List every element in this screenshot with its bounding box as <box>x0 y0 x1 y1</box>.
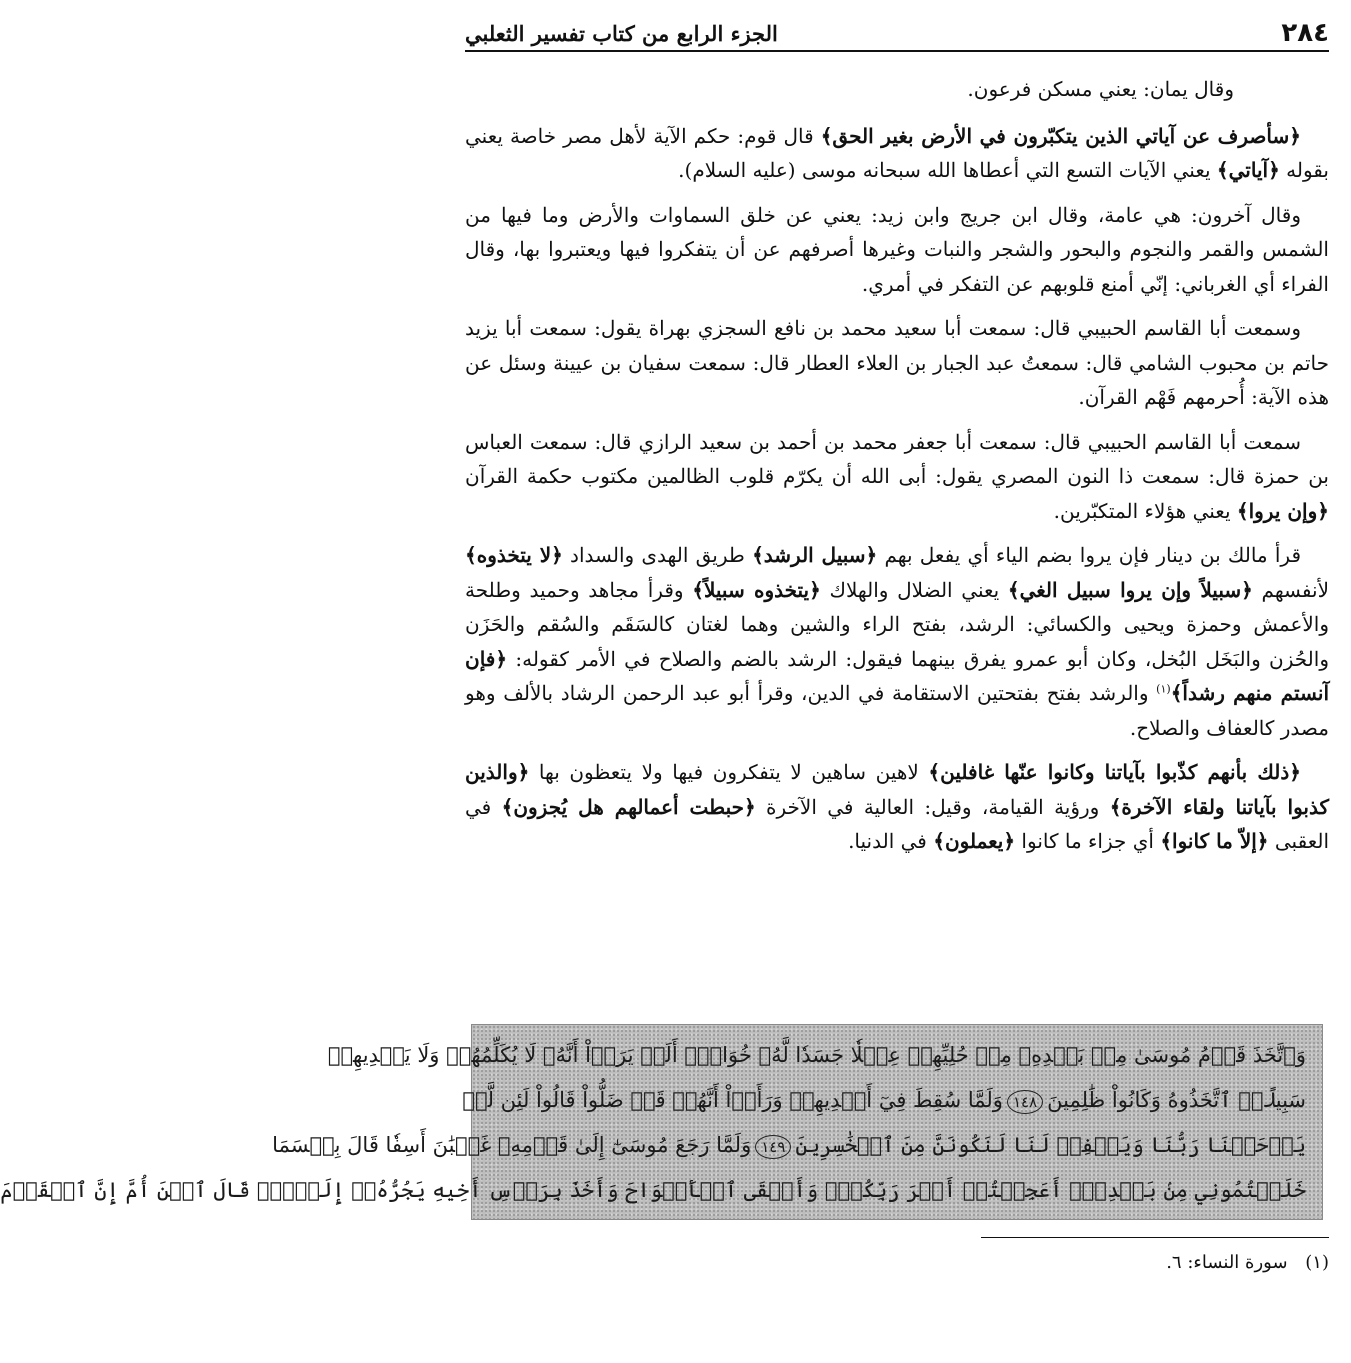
paragraph <box>465 755 1329 859</box>
quran-quote: ﴿سبيل الرشد﴾ <box>752 543 878 567</box>
quran-quote: ﴿يعملون﴾ <box>933 829 1016 853</box>
commentary-text <box>465 72 1329 869</box>
ayah-number-marker: ١٤٩ <box>755 1135 791 1159</box>
text-run: في الدنيا. <box>848 829 934 853</box>
paragraph <box>465 311 1329 415</box>
text-run: قرأ مالك بن دينار فإن يروا بضم الياء أي يفعل بهم <box>877 543 1302 567</box>
ayah-number-marker: ١٤٨ <box>1007 1090 1043 1114</box>
text-run: سمعت أبا القاسم الحبيبي قال: سمعت أبا جعفر محمد بن أحمد بن سعيد الرازي قال: سمعت العباس بن حمزة قال: سمعت ذا النون المصري يقول: أبى الله أن يكرّم قلوب الظالمين مكتوب حكمة القرآن <box>465 429 1329 488</box>
text-run: طريق الهدى والسداد <box>562 543 753 567</box>
quran-quote: ﴿فإن آنستم منهم رشداً﴾ <box>465 646 1329 705</box>
quran-verse-box <box>0 1024 1323 1220</box>
paragraph <box>465 425 1329 529</box>
footnote-rule <box>981 1237 1329 1238</box>
running-title: الجزء الرابع من كتاب تفسير الثعلبي <box>465 21 778 46</box>
text-run: قال قوم: حكم الآية لأهل مصر خاصة يعني بقوله <box>465 123 1329 182</box>
quran-line <box>272 1123 1306 1168</box>
text-run: يعني الآيات التسع التي أعطاها الله سبحانه موسى (عليه السلام). <box>678 158 1217 182</box>
footnote-number: (١) <box>1305 1252 1329 1273</box>
text-run: وقرأ مجاهد وحميد وطلحة والأعمش وحمزة ويحيى والكسائي: الرشد، بفتح الراء والشين وهما لغتان كالسَقَم والسُقم والحَزَن والحُزن والبَخَل البُخل، وكان أبو عمرو يفرق بينهما فيقول: الرشد بالضم والصلاح في الأمر كقوله: <box>465 577 1329 671</box>
text-run: يعني هؤلاء المتكبّرين. <box>1053 498 1237 523</box>
text-run: في العقبى <box>465 794 1329 853</box>
text-run: أي جزاء ما كانوا <box>1015 829 1161 853</box>
page-number: ٢٨٤ <box>1281 18 1329 48</box>
quran-quote: ﴿يتخذوه سبيلاً﴾ <box>692 577 821 602</box>
quran-line <box>327 1033 1306 1078</box>
text-run: لاهين ساهين لا يتفكرون فيها ولا يتعظون بها <box>529 760 929 784</box>
quran-text: وَلَمَّا رَجَعَ مُوسَىٰٓ إِلَىٰ قَوۡمِهِۦ غَضۡبَٰنَ أَسِفٗا قَالَ بِئۡسَمَا <box>272 1133 752 1157</box>
quran-quote: ﴿سبيلاً وإن يروا سبيل الغي﴾ <box>1007 577 1253 602</box>
quran-quote: ﴿إلاّ ما كانوا﴾ <box>1160 829 1269 853</box>
paragraph <box>465 538 1329 745</box>
quran-quote: ﴿وإن يروا﴾ <box>1236 498 1329 523</box>
quran-text: وَٱتَّخَذَ قَوۡمُ مُوسَىٰ مِنۢ بَعۡدِهِۦ مِنۡ حُلِيِّهِمۡ عِجۡلٗا جَسَدٗا لَّهُۥ خُوَارٌۚ أَلَمۡ يَرَوۡاْ أَنَّهُۥ لَا يُكَلِّمُهُمۡ وَلَا يَهۡدِيهِمۡ <box>327 1043 1306 1067</box>
footnote <box>1166 1250 1329 1276</box>
quran-text: يَرۡحَمۡنَا رَبُّنَا وَيَغۡفِرۡ لَنَا لَنَكُونَنَّ مِنَ ٱلۡخَٰسِرِينَ <box>795 1133 1306 1157</box>
quran-quote: ﴿لا يتخذوه﴾ <box>465 543 563 567</box>
text-run: لأنفسهم <box>1252 577 1329 602</box>
text-run: وسمعت أبا القاسم الحبيبي قال: سمعت أبا سعيد محمد بن نافع السجزي بهراة يقول: سمعت أبا يزيد حاتم بن محبوب الشامي قال: سمعتُ عبد الجبار بن العلاء العطار قال: سمعت سفيان بن عيينة وسئل عن هذه الآية: أُحرمهم فَهْم القرآن. <box>465 316 1330 409</box>
paragraph <box>465 119 1329 188</box>
quran-line <box>462 1078 1306 1123</box>
quran-quote: ﴿ذلك بأنهم كذّبوا بآياتنا وكانوا عنّها غافلين﴾ <box>928 760 1301 784</box>
quran-quote: ﴿والذين كذبوا بآياتنا ولقاء الآخرة﴾ <box>465 760 1329 819</box>
text-run: وقال يمان: يعني مسكن فرعون. <box>967 77 1234 101</box>
quran-text: وَلَمَّا سُقِطَ فِيٓ أَيۡدِيهِمۡ وَرَأَوۡاْ أَنَّهُمۡ قَدۡ ضَلُّواْ قَالُواْ لَئِن لَّمۡ <box>462 1088 1003 1112</box>
paragraph <box>465 72 1329 107</box>
footnote-ref: (١) <box>1156 682 1171 696</box>
quran-quote: ﴿حبطت أعمالهم هل يُجزون﴾ <box>501 794 756 819</box>
quran-line <box>0 1168 1306 1213</box>
quran-text: سَبِيلًاۘ ٱتَّخَذُوهُ وَكَانُواْ ظَٰلِمِينَ <box>1047 1088 1306 1112</box>
quran-text: خَلَفۡتُمُونِي مِنۢ بَعۡدِيٓۖ أَعَجِلۡتُمۡ أَمۡرَ رَبِّكُمۡۖ وَأَلۡقَى ٱلۡأَلۡوَاحَ وَأَخَذَ بِرَأۡسِ أَخِيهِ يَجُرُّهُۥٓ إِلَيۡهِۚ قَالَ ٱبۡنَ أُمَّ إِنَّ ٱلۡقَوۡمَ <box>0 1178 1306 1202</box>
page-header <box>465 16 1329 52</box>
paragraph <box>465 198 1329 302</box>
text-run: يعني الضلال والهلاك <box>820 577 1008 602</box>
text-run: ورؤية القيامة، وقيل: العالية في الآخرة <box>755 794 1110 819</box>
text-run: وقال آخرون: هي عامة، وقال ابن جريج وابن زيد: يعني عن خلق السماوات والأرض وما فيها من الشمس والقمر والنجوم والبحور والشجر والنبات وغيرها أصرفهم عن أن يتفكروا فيها ويعتبروا بها، وقال الفراء أي الغرباني: إنّي أمنع قلوبهم عن التفكر في أمري. <box>465 202 1329 296</box>
quran-quote: ﴿سأصرف عن آياتي الذين يتكبّرون في الأرض بغير الحق﴾ <box>820 123 1301 148</box>
text-run: والرشد بفتح بفتحتين الاستقامة في الدين، وقرأ أبو عبد الرحمن الرشاد بالألف وهو مصدر كالعفاف والصلاح. <box>465 681 1329 740</box>
footnote-text: سورة النساء: ٦. <box>1166 1252 1288 1273</box>
quran-quote: ﴿آياتي﴾ <box>1216 158 1280 182</box>
